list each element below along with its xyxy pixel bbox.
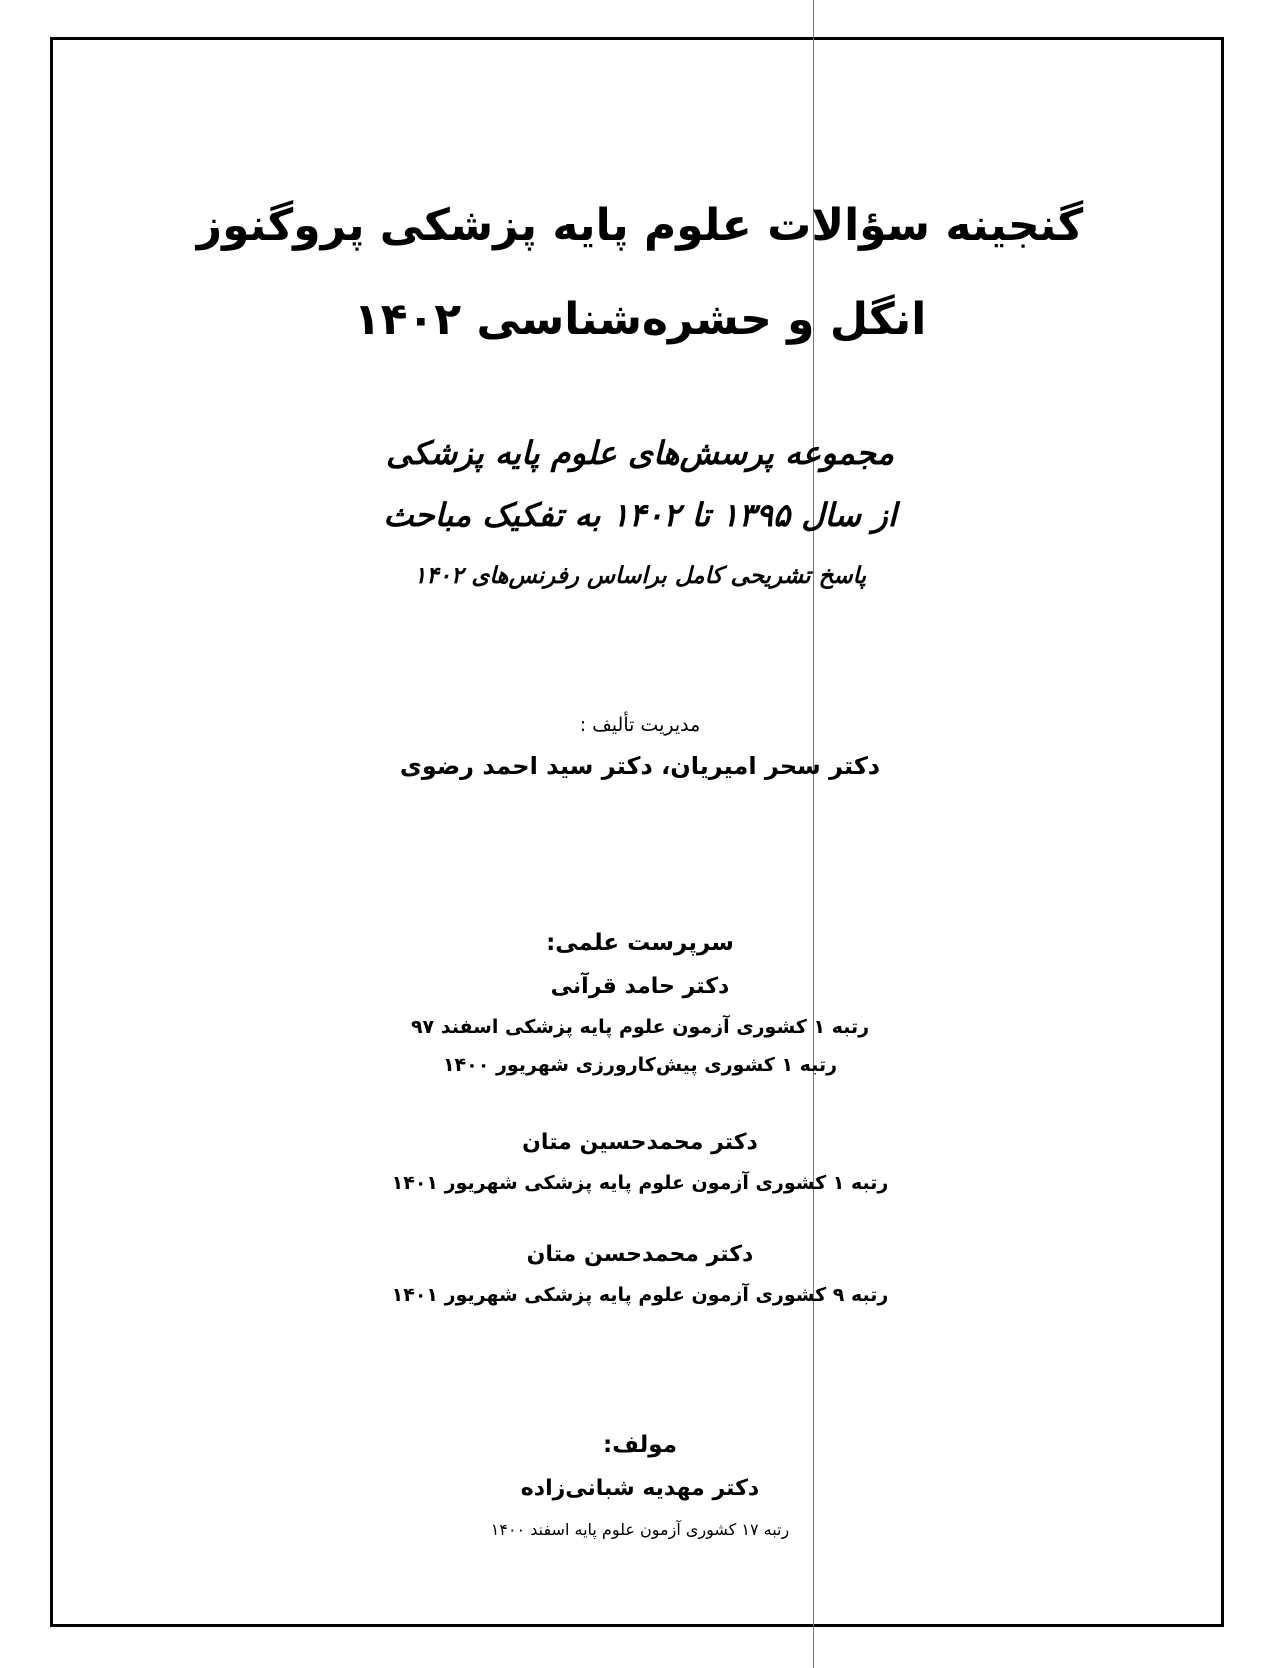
subtitle-line-3: پاسخ تشریحی کامل براساس رفرنس‌های ۱۴۰۲ xyxy=(413,563,867,589)
book-title-line-1: گنجینه سؤالات علوم پایه پزشکی پروگنوز xyxy=(196,200,1084,251)
management-names: دکتر سحر امیریان، دکتر سید احمد رضوی xyxy=(399,752,881,780)
supervisor-name: دکتر حامد قرآنی xyxy=(550,974,730,999)
subtitle-line-2: از سال ۱۳۹۵ تا ۱۴۰۲ به تفکیک مباحث xyxy=(383,496,897,534)
supervisor-rank: رتبه ۱ کشوری پیش‌کارورزی شهریور ۱۴۰۰ xyxy=(442,1054,838,1076)
author-name: دکتر مهدیه شبانی‌زاده xyxy=(520,1476,760,1501)
subtitle-line-1: مجموعه پرسش‌های علوم پایه پزشکی xyxy=(386,434,894,472)
page-border-frame xyxy=(50,37,1224,1627)
supervisor-rank: رتبه ۹ کشوری آزمون علوم پایه پزشکی شهریور ۱۴۰۱ xyxy=(391,1284,889,1306)
supervisor-rank: رتبه ۱ کشوری آزمون علوم پایه پزشکی اسفند ۹۷ xyxy=(410,1016,870,1038)
supervisors-heading: سرپرست علمی: xyxy=(546,930,734,956)
management-label: مدیریت تألیف : xyxy=(579,714,701,736)
supervisor-name: دکتر محمدحسن متان xyxy=(526,1242,754,1267)
author-heading: مولف: xyxy=(603,1432,677,1458)
book-title-line-2: انگل و حشره‌شناسی ۱۴۰۲ xyxy=(353,294,927,345)
author-rank: رتبه ۱۷ کشوری آزمون علوم پایه اسفند ۱۴۰۰ xyxy=(490,1520,790,1539)
supervisor-rank: رتبه ۱ کشوری آزمون علوم پایه پزشکی شهریور ۱۴۰۱ xyxy=(391,1172,889,1194)
supervisor-name: دکتر محمدحسین متان xyxy=(522,1130,758,1155)
